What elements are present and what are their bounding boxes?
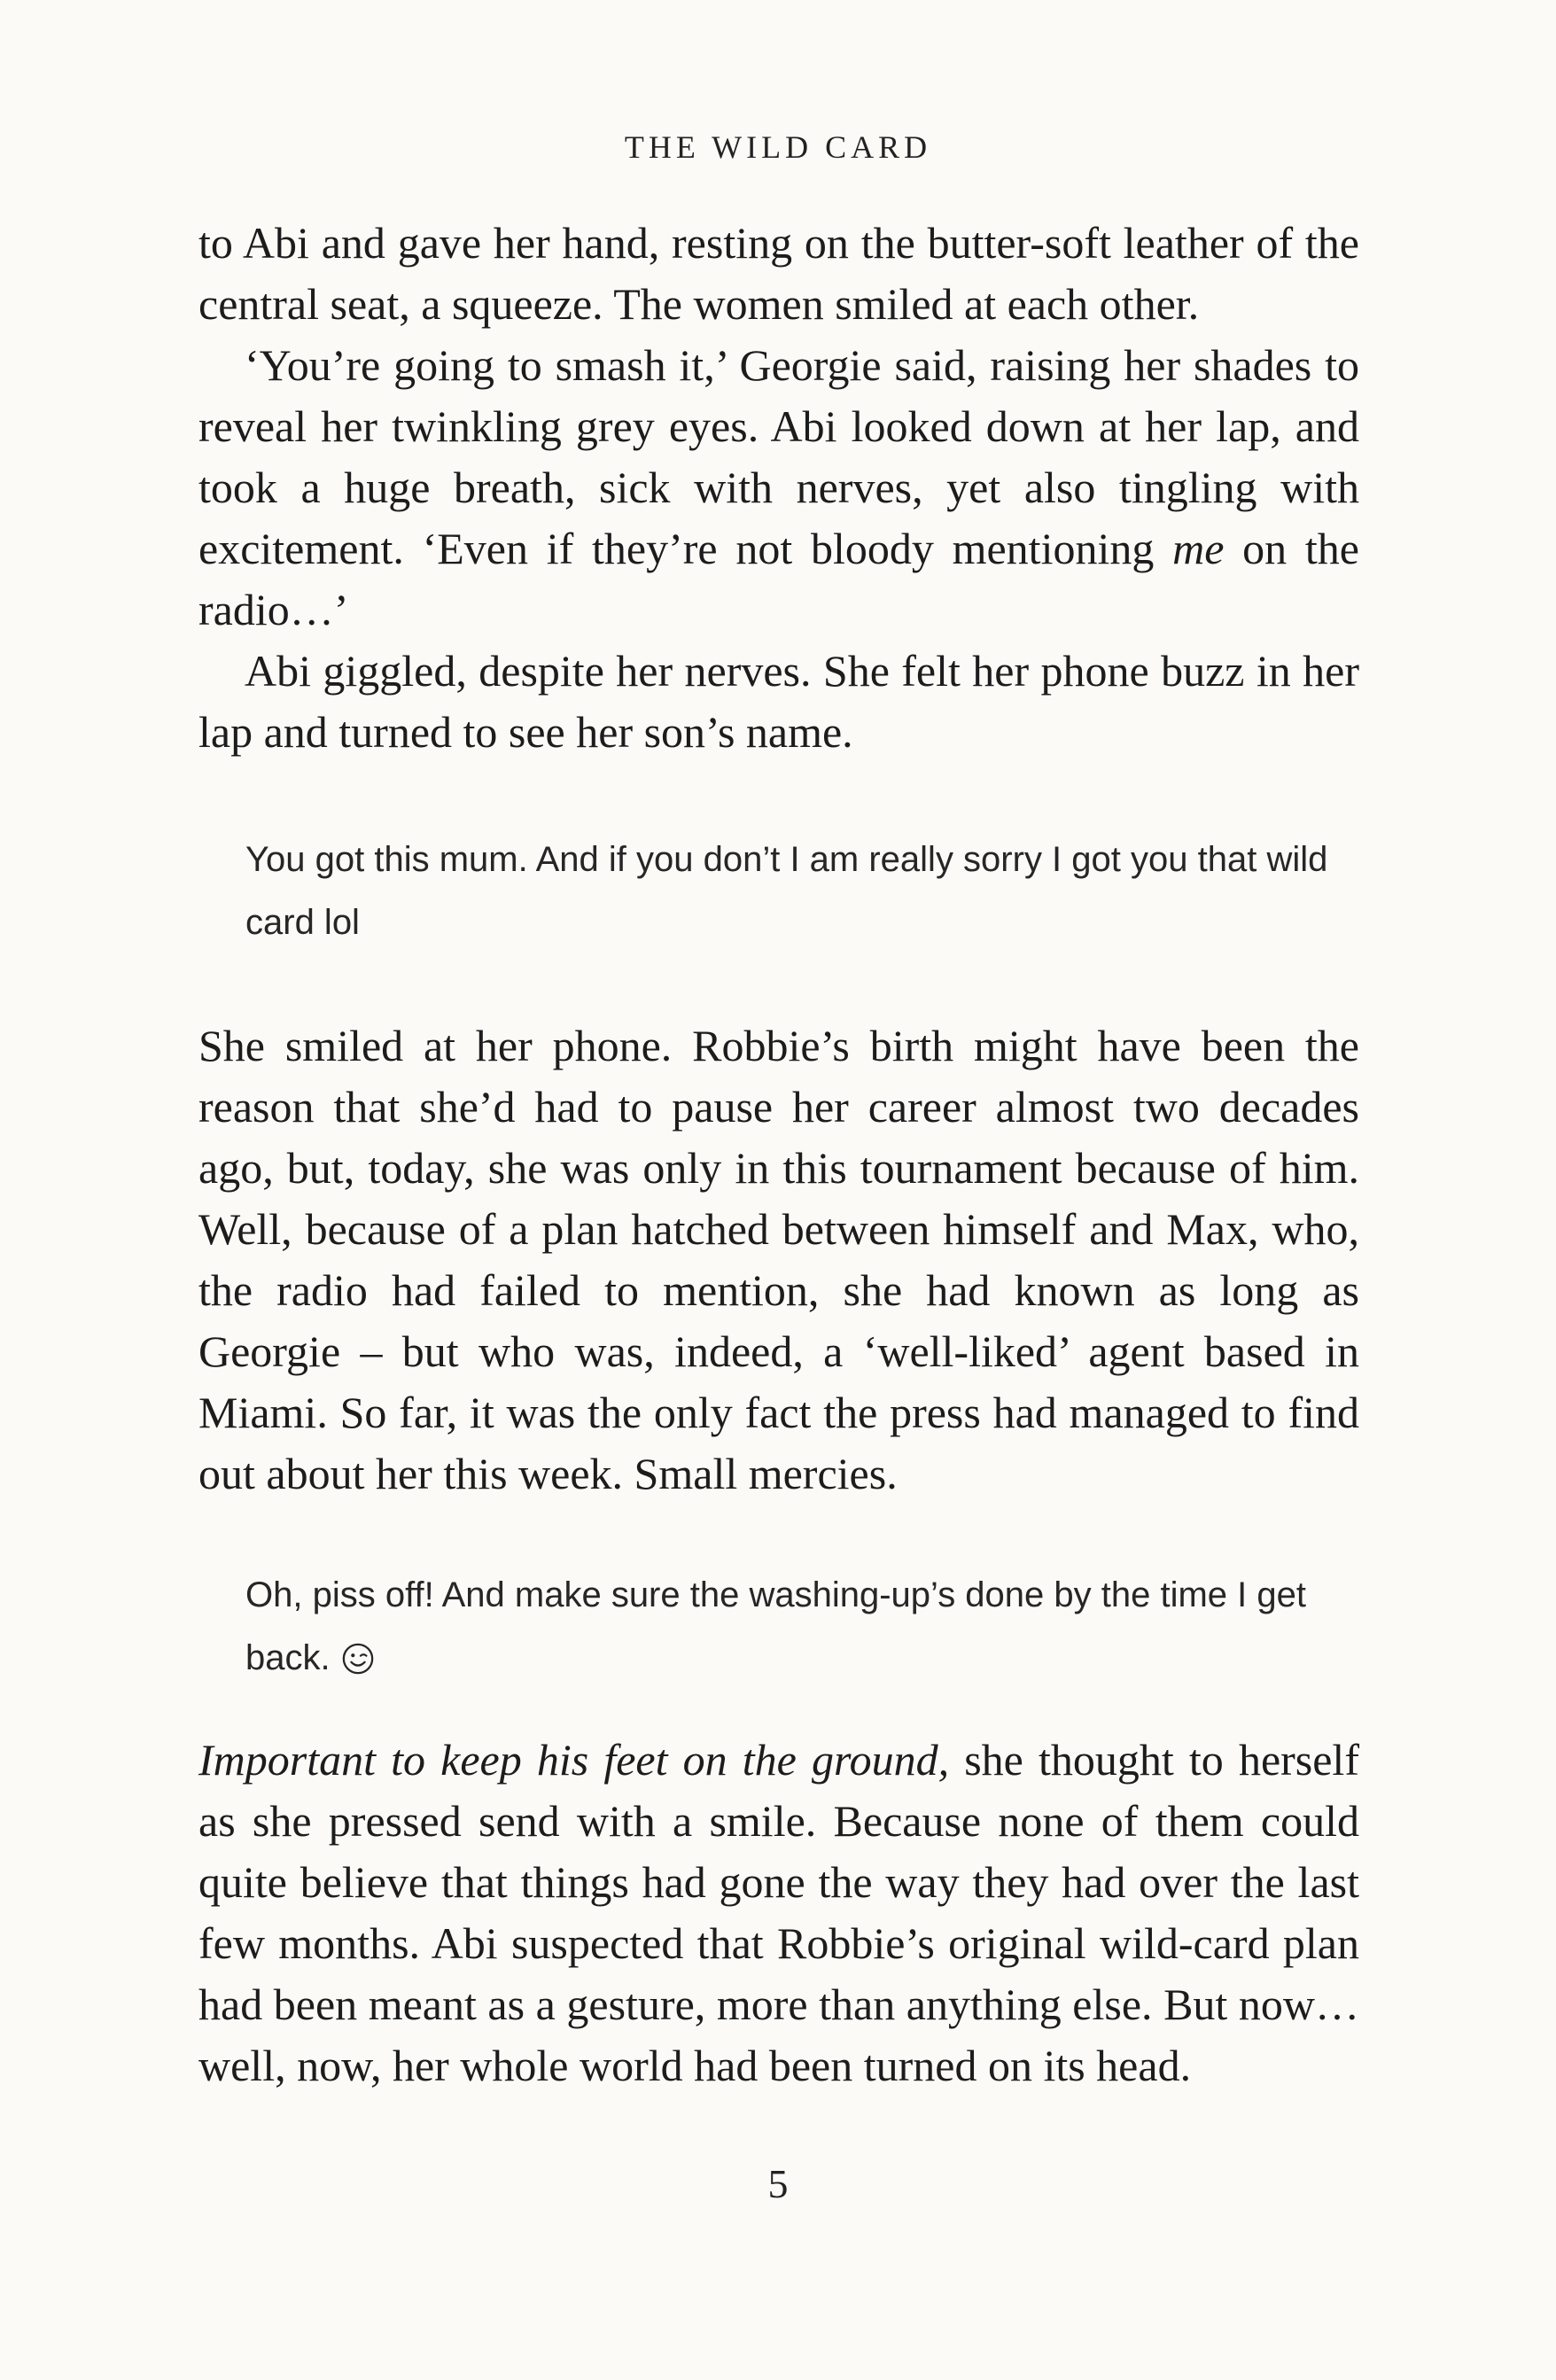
text-block-2: [198, 1015, 1359, 1505]
text-message: [245, 1564, 1344, 1690]
paragraph-text: on the radio…’: [198, 524, 1359, 634]
paragraph: She smiled at her phone. Robbie’s birth might have been the reason that she’d had to pause her career almost two decades ago, but, today, she was only in this tournament because of him. Well, because of a plan hatched between himself and Max, who, the radio had failed to mention, she had known as long as Georgie – but who was, indeed, a ‘well-liked’ agent based in Miami. So far, it was the only fact the press had managed to find out about her this week. Small mercies.: [198, 1021, 1359, 1498]
paragraph: to Abi and gave her hand, resting on the butter-soft leather of the central seat, a squeeze. The women smiled at each other.: [198, 218, 1359, 329]
message-text: Oh, piss off! And make sure the washing-up’s done by the time I get back.: [245, 1575, 1306, 1677]
paragraph-text: she thought to herself as she pressed send with a smile. Because none of them could quite believe that things had gone the way they had over the last few months. Abi suspected that Robbie’s original wild-card plan had been meant as a gesture, more than anything else. But now… well, now, her whole world had been turned on its head.: [198, 1735, 1359, 2090]
paragraph: [198, 335, 1359, 641]
paragraph-text: ‘You’re going to smash it,’ Georgie said, raising her shades to reveal her twinkling grey eyes. Abi looked down at her lap, and took a huge breath, sick with nerves, yet also tingling with excitement. ‘Even if they’re not bloody mentioning: [198, 340, 1359, 573]
text-block-1: [198, 213, 1359, 763]
text-message: You got this mum. And if you don’t I am really sorry I got you that wild card lol: [245, 840, 1328, 942]
text-block-3: [198, 1730, 1359, 2096]
paragraph: Abi giggled, despite her nerves. She felt her phone buzz in her lap and turned to see her son’s name.: [198, 646, 1359, 757]
paragraph: [198, 1730, 1359, 2096]
winking-face-icon: [341, 1642, 375, 1676]
page-number: 5: [767, 2161, 789, 2206]
emphasis-text: me: [1172, 524, 1225, 573]
emphasis-text: Important to keep his feet on the ground,: [198, 1735, 950, 1785]
running-head: THE WILD CARD: [624, 129, 932, 165]
